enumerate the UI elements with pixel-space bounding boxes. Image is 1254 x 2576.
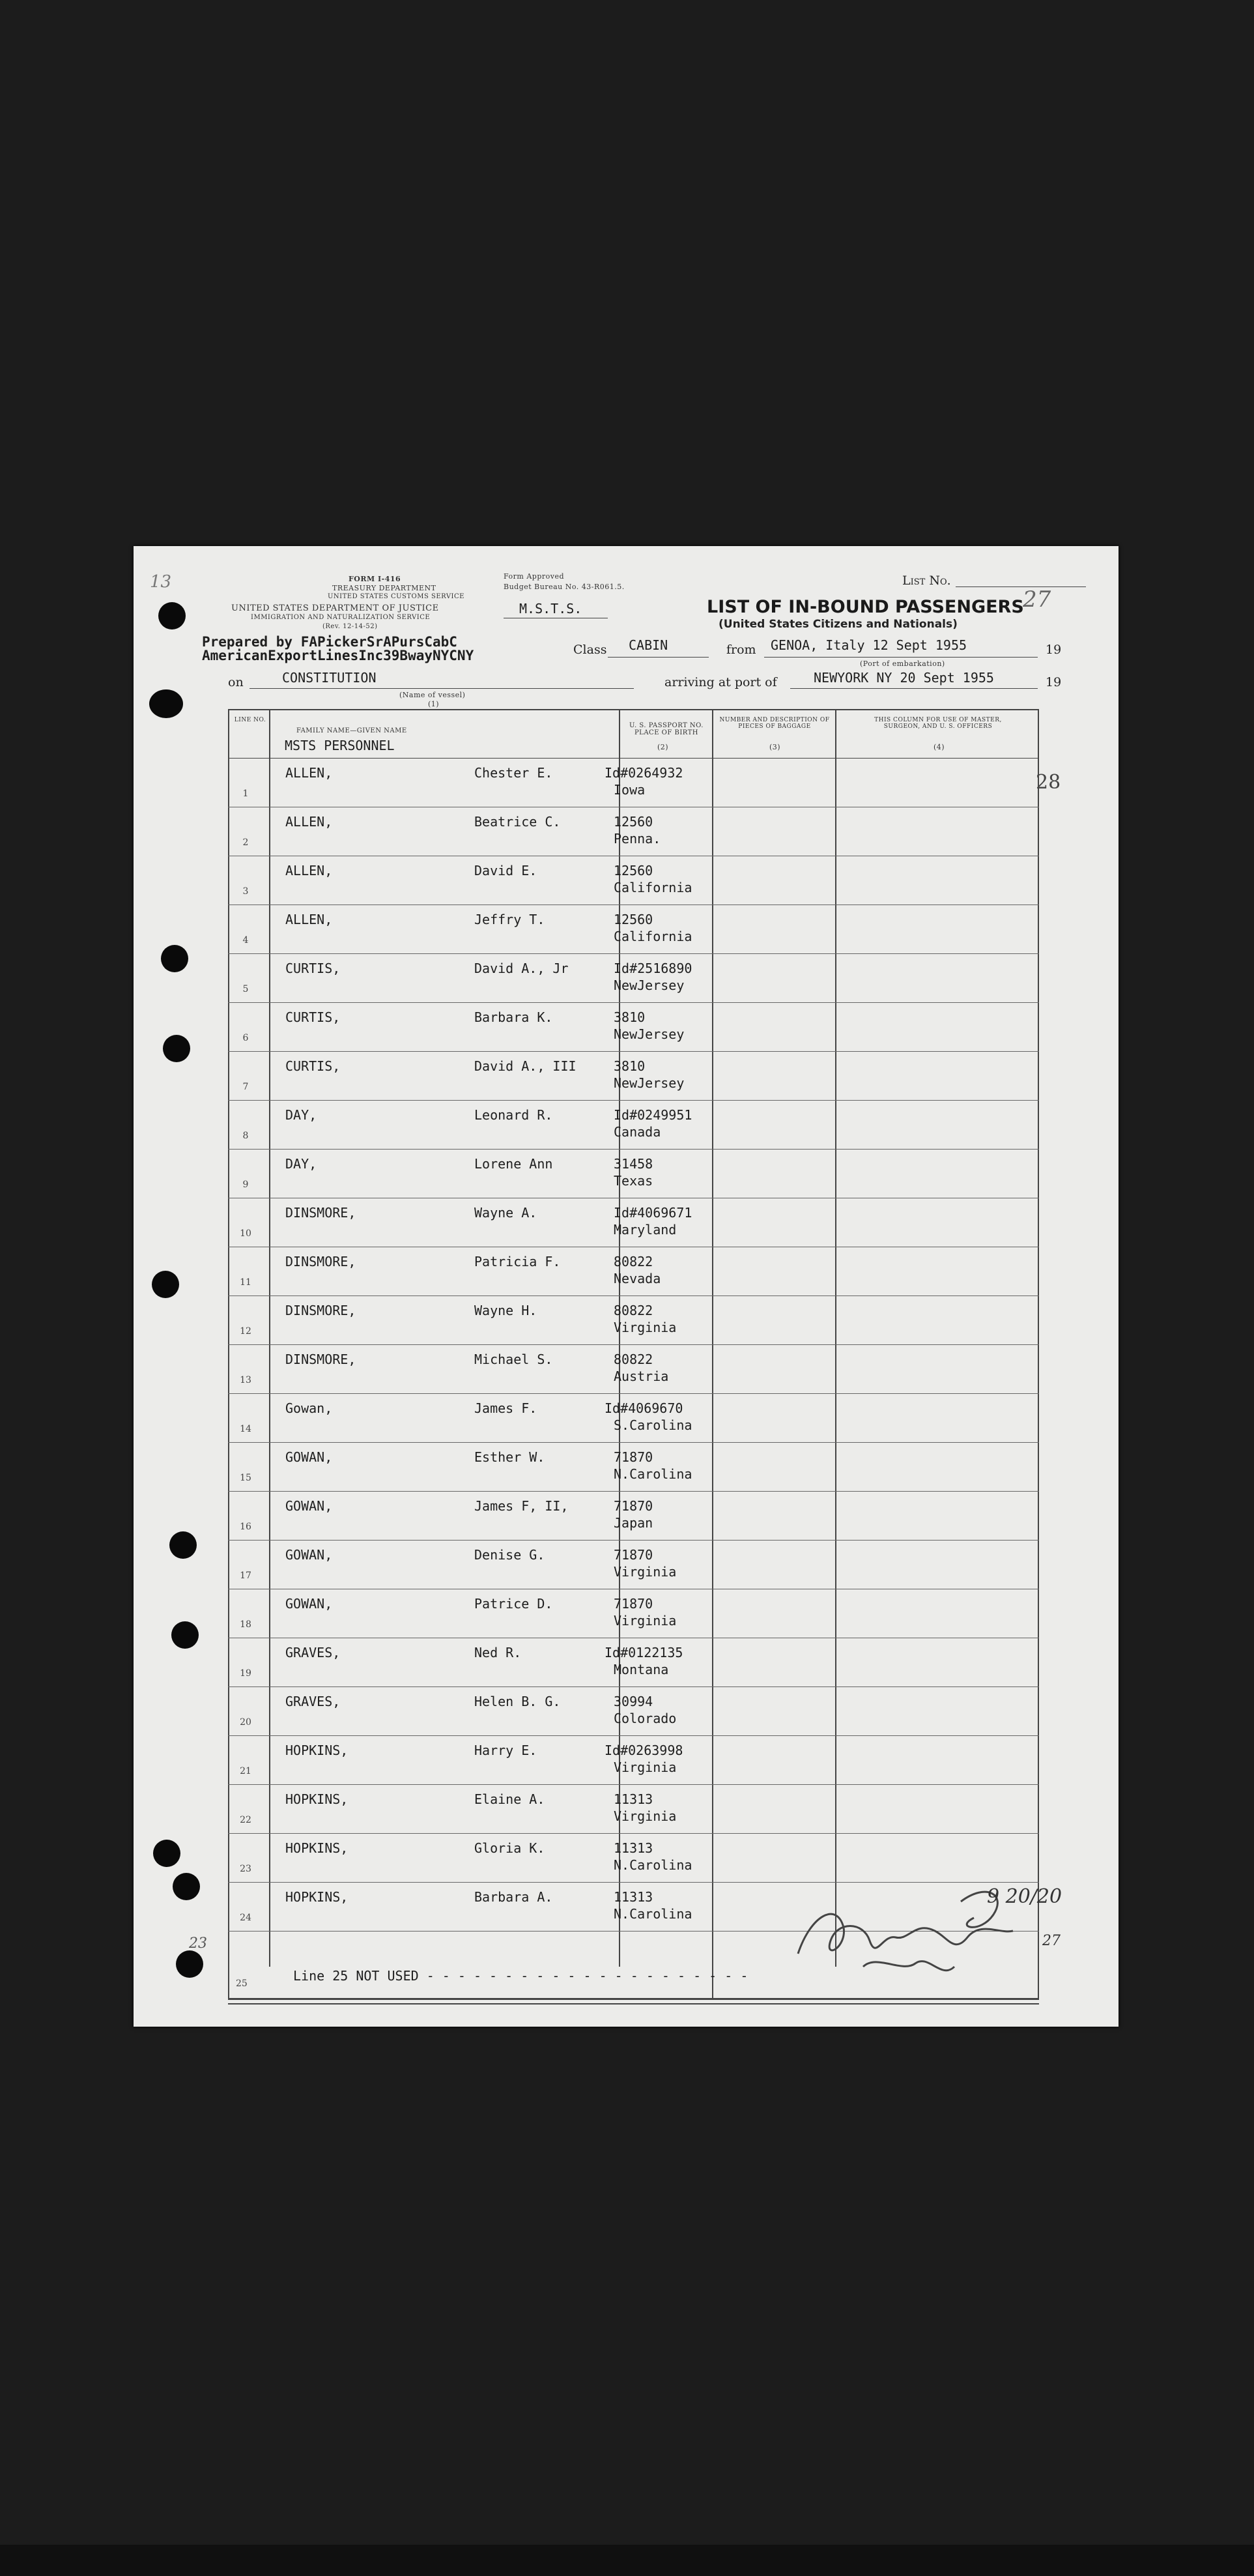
- punch-hole: [158, 602, 186, 630]
- line-number: 11: [240, 1277, 251, 1288]
- place-of-birth: NewJersey: [614, 1026, 685, 1042]
- family-name: GRAVES,: [285, 1694, 341, 1709]
- place-of-birth: Virginia: [614, 1613, 677, 1628]
- family-name: GOWAN,: [285, 1498, 333, 1514]
- table-row: [228, 759, 1039, 807]
- given-name: David A., Jr: [474, 961, 569, 976]
- line-number: 15: [240, 1473, 251, 1483]
- line-number: 21: [240, 1766, 251, 1776]
- passport-number: 12560: [614, 863, 653, 878]
- given-name: Denise G.: [474, 1547, 545, 1563]
- table-row: [228, 1101, 1039, 1150]
- passport-number: 3810: [614, 1058, 646, 1074]
- line-number: 22: [240, 1815, 251, 1825]
- passport-number: 12560: [614, 814, 653, 830]
- handwritten-fraction: 9 20/20: [987, 1885, 1062, 1908]
- given-name: Wayne H.: [474, 1303, 537, 1318]
- passport-number: Id#4069670: [605, 1400, 683, 1416]
- given-name: Jeffry T.: [474, 912, 545, 927]
- given-name: Leonard R.: [474, 1107, 553, 1123]
- table-row: [228, 856, 1039, 905]
- line-number: 19: [240, 1668, 251, 1679]
- class-underline: [608, 657, 709, 658]
- passport-number: 11313: [614, 1889, 653, 1905]
- given-name: James F, II,: [474, 1498, 569, 1514]
- list-no-label: List No.: [902, 573, 951, 588]
- place-of-birth: Montana: [614, 1662, 669, 1677]
- year-suffix-1: 19: [1046, 643, 1062, 657]
- given-name: Gloria K.: [474, 1840, 545, 1856]
- line-number: 17: [240, 1570, 251, 1581]
- passport-number: 71870: [614, 1596, 653, 1612]
- line-number: 18: [240, 1619, 251, 1630]
- place-of-birth: Virginia: [614, 1808, 677, 1824]
- passport-number: Id#0249951: [614, 1107, 692, 1123]
- family-name: GOWAN,: [285, 1547, 333, 1563]
- form-number: FORM I-416: [349, 575, 401, 583]
- arriving-value: NEWYORK NY 20 Sept 1955: [814, 670, 994, 686]
- section-header: MSTS PERSONNEL: [285, 738, 395, 753]
- place-of-birth: Iowa: [614, 782, 646, 798]
- line-number: 5: [242, 984, 249, 994]
- passport-number: 3810: [614, 1009, 646, 1025]
- punch-hole: [161, 945, 188, 972]
- family-name: HOPKINS,: [285, 1791, 349, 1807]
- passport-number: 11313: [614, 1840, 653, 1856]
- list-number: 27: [1023, 586, 1051, 613]
- col-header-line: LINE NO.: [234, 717, 266, 723]
- given-name: Ned R.: [474, 1645, 522, 1660]
- budget-number: Budget Bureau No. 43-R061.5.: [504, 583, 625, 591]
- family-name: DINSMORE,: [285, 1303, 356, 1318]
- given-name: James F.: [474, 1400, 537, 1416]
- form-subtitle: (United States Citizens and Nationals): [719, 618, 958, 631]
- table-row: [228, 1541, 1039, 1589]
- line-number: 10: [240, 1228, 251, 1239]
- line-number: 13: [240, 1375, 251, 1385]
- table-top-border: [228, 709, 1039, 710]
- place-of-birth: Virginia: [614, 1564, 677, 1580]
- line-number: 2: [242, 837, 249, 848]
- passport-number: 80822: [614, 1303, 653, 1318]
- line-number: 1: [242, 789, 249, 799]
- corner-number: 13: [150, 572, 172, 592]
- family-name: GRAVES,: [285, 1645, 341, 1660]
- given-name: Barbara K.: [474, 1009, 553, 1025]
- from-underline: [764, 657, 1038, 658]
- from-value: GENOA, Italy 12 Sept 1955: [771, 637, 967, 653]
- table-row: [228, 1492, 1039, 1541]
- punch-hole: [171, 1621, 199, 1649]
- given-name: Patrice D.: [474, 1596, 553, 1612]
- passport-number: 80822: [614, 1352, 653, 1367]
- line-number: 20: [240, 1717, 251, 1728]
- given-name: Elaine A.: [474, 1791, 545, 1807]
- place-of-birth: Colorado: [614, 1711, 677, 1726]
- given-name: Michael S.: [474, 1352, 553, 1367]
- col-header-officers: THIS COLUMN FOR USE OF MASTER, SURGEON, AND U. S. OFFICERS: [874, 717, 1002, 730]
- place-of-birth: Austria: [614, 1368, 669, 1384]
- scan-bottom-edge: [0, 2545, 1254, 2576]
- table-row: [228, 1247, 1039, 1296]
- table-row: [228, 1785, 1039, 1834]
- officer-note: 28: [1036, 771, 1061, 794]
- punch-hole: [163, 1035, 190, 1062]
- table-row: [228, 954, 1039, 1003]
- table-bottom-border: [228, 1998, 1039, 2000]
- family-name: DINSMORE,: [285, 1254, 356, 1269]
- passport-number: Id#0122135: [605, 1645, 683, 1660]
- place-of-birth: Canada: [614, 1124, 661, 1140]
- place-of-birth: NewJersey: [614, 1075, 685, 1091]
- table-row: [228, 807, 1039, 856]
- col-header-passport-num: (2): [657, 743, 669, 751]
- passport-number: 71870: [614, 1449, 653, 1465]
- line-number: 4: [242, 935, 249, 946]
- family-name: DINSMORE,: [285, 1352, 356, 1367]
- given-name: Harry E.: [474, 1743, 537, 1758]
- table-row: [228, 1052, 1039, 1101]
- handwritten-mark: 27: [1042, 1933, 1061, 1949]
- family-name: HOPKINS,: [285, 1889, 349, 1905]
- line-number: 14: [240, 1424, 251, 1434]
- passport-number: 71870: [614, 1498, 653, 1514]
- given-name: Patricia F.: [474, 1254, 561, 1269]
- place-of-birth: S.Carolina: [614, 1417, 692, 1433]
- place-of-birth: Virginia: [614, 1759, 677, 1775]
- place-of-birth: N.Carolina: [614, 1466, 692, 1482]
- family-name: GOWAN,: [285, 1596, 333, 1612]
- form-approved: Form Approved: [504, 572, 565, 581]
- ins-label: IMMIGRATION AND NATURALIZATION SERVICE: [251, 614, 431, 621]
- vessel-col-number: (1): [428, 700, 440, 708]
- passport-number: Id#0264932: [605, 765, 683, 781]
- table-row: [228, 1443, 1039, 1492]
- passport-number: Id#2516890: [614, 961, 692, 976]
- family-name: CURTIS,: [285, 961, 341, 976]
- col-header-baggage-num: (3): [769, 743, 781, 751]
- prepared-by-company: AmericanExportLinesInc39BwayNYCNY: [202, 648, 474, 663]
- punch-hole: [153, 1840, 180, 1867]
- passport-number: Id#4069671: [614, 1205, 692, 1221]
- justice-label: UNITED STATES DEPARTMENT OF JUSTICE: [231, 603, 439, 613]
- family-name: GOWAN,: [285, 1449, 333, 1465]
- family-name: HOPKINS,: [285, 1840, 349, 1856]
- family-name: CURTIS,: [285, 1009, 341, 1025]
- col-header-passport: U. S. PASSPORT NO. PLACE OF BIRTH: [629, 722, 704, 736]
- place-of-birth: N.Carolina: [614, 1906, 692, 1922]
- line-number: 6: [242, 1033, 249, 1043]
- col-header-name: FAMILY NAME—GIVEN NAME: [296, 727, 407, 734]
- passport-number: 11313: [614, 1791, 653, 1807]
- table-row: [228, 1003, 1039, 1052]
- customs-label: UNITED STATES CUSTOMS SERVICE: [328, 593, 464, 600]
- given-name: Esther W.: [474, 1449, 545, 1465]
- col-header-officers-num: (4): [933, 743, 945, 751]
- list-no-underline: [956, 586, 1086, 587]
- table-row: [228, 1394, 1039, 1443]
- vessel-underline: [249, 688, 634, 689]
- revision-label: (Rev. 12-14-52): [322, 623, 378, 630]
- table-row: [228, 1638, 1039, 1687]
- place-of-birth: N.Carolina: [614, 1857, 692, 1873]
- line-number-25: 25: [236, 1978, 248, 1989]
- family-name: ALLEN,: [285, 863, 333, 878]
- from-label: from: [726, 643, 756, 657]
- place-of-birth: Texas: [614, 1173, 653, 1189]
- given-name: Chester E.: [474, 765, 553, 781]
- table-row: [228, 1736, 1039, 1785]
- place-of-birth: California: [614, 880, 692, 895]
- family-name: DAY,: [285, 1156, 317, 1172]
- handwritten-corner: 23: [189, 1935, 207, 1952]
- family-name: CURTIS,: [285, 1058, 341, 1074]
- passport-number: 80822: [614, 1254, 653, 1269]
- msts-label: M.S.T.S.: [519, 601, 582, 616]
- place-of-birth: Maryland: [614, 1222, 677, 1237]
- form-title: LIST OF IN-BOUND PASSENGERS: [707, 597, 1024, 617]
- table-row: [228, 1296, 1039, 1345]
- line-number: 24: [240, 1913, 251, 1923]
- punch-hole: [169, 1531, 197, 1559]
- given-name: David A., III: [474, 1058, 577, 1074]
- place-of-birth: Japan: [614, 1515, 653, 1531]
- treasury-label: TREASURY DEPARTMENT: [332, 584, 436, 592]
- col-header-baggage: NUMBER AND DESCRIPTION OF PIECES OF BAGGAGE: [719, 717, 830, 730]
- family-name: HOPKINS,: [285, 1743, 349, 1758]
- line-number: 12: [240, 1326, 251, 1337]
- line-number: 8: [242, 1131, 249, 1141]
- table-row: [228, 1687, 1039, 1736]
- place-of-birth: Nevada: [614, 1271, 661, 1286]
- table-row: [228, 1150, 1039, 1198]
- port-embarkation-caption: (Port of embarkation): [860, 659, 945, 668]
- arriving-label: arriving at port of: [664, 675, 777, 689]
- place-of-birth: NewJersey: [614, 977, 685, 993]
- table-row: [228, 905, 1039, 954]
- line-number: 3: [242, 886, 249, 897]
- family-name: ALLEN,: [285, 814, 333, 830]
- line-number: 9: [242, 1179, 249, 1190]
- arriving-underline: [790, 688, 1038, 689]
- punch-hole: [176, 1950, 203, 1978]
- passport-number: 31458: [614, 1156, 653, 1172]
- place-of-birth: Penna.: [614, 831, 661, 847]
- punch-hole: [149, 689, 183, 718]
- passport-number: 71870: [614, 1547, 653, 1563]
- place-of-birth: Virginia: [614, 1320, 677, 1335]
- class-label: Class: [573, 643, 607, 657]
- passport-number: Id#0263998: [605, 1743, 683, 1758]
- passport-number: 30994: [614, 1694, 653, 1709]
- punch-hole: [152, 1271, 179, 1298]
- place-of-birth: California: [614, 929, 692, 944]
- year-suffix-2: 19: [1046, 675, 1062, 689]
- given-name: David E.: [474, 863, 537, 878]
- given-name: Wayne A.: [474, 1205, 537, 1221]
- line-number: 23: [240, 1864, 251, 1874]
- given-name: Helen B. G.: [474, 1694, 561, 1709]
- vessel-name: CONSTITUTION: [282, 670, 377, 686]
- family-name: DAY,: [285, 1107, 317, 1123]
- family-name: Gowan,: [285, 1400, 333, 1416]
- family-name: DINSMORE,: [285, 1205, 356, 1221]
- punch-hole: [173, 1873, 200, 1900]
- vessel-caption: (Name of vessel): [399, 691, 466, 699]
- bottom-rule: [228, 2003, 1039, 2004]
- given-name: Beatrice C.: [474, 814, 561, 830]
- table-row: [228, 1345, 1039, 1394]
- table-row: [228, 1198, 1039, 1247]
- passenger-manifest-page: [134, 546, 1119, 2027]
- line-number: 7: [242, 1082, 249, 1092]
- prepared-by: Prepared by FAPickerSrAPursCabC: [202, 634, 457, 650]
- given-name: Barbara A.: [474, 1889, 553, 1905]
- family-name: ALLEN,: [285, 765, 333, 781]
- passport-number: 12560: [614, 912, 653, 927]
- line-number: 16: [240, 1522, 251, 1532]
- line-25-not-used: Line 25 NOT USED - - - - - - - - - - - - - - - - - - - - -: [293, 1968, 748, 1984]
- table-row: [228, 1589, 1039, 1638]
- family-name: ALLEN,: [285, 912, 333, 927]
- class-value: CABIN: [629, 637, 668, 653]
- given-name: Lorene Ann: [474, 1156, 553, 1172]
- on-label: on: [228, 675, 244, 689]
